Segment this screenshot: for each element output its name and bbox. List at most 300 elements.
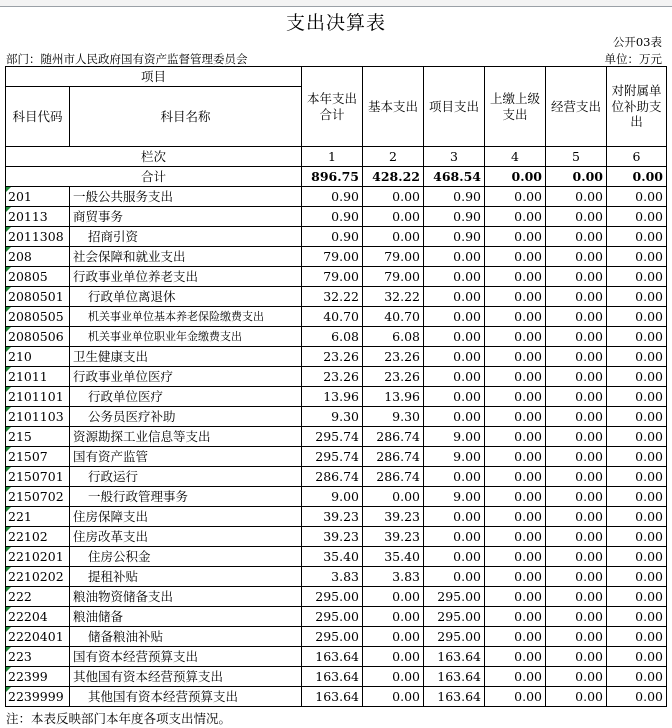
amount-cell[interactable]: 23.26 [302,347,363,367]
subject-code: 2210201 [8,549,64,564]
amount-cell[interactable]: 0.00 [546,527,607,547]
amount-cell[interactable]: 163.64 [424,647,485,667]
col-header-basic: 基本支出 [363,67,424,147]
amount-cell[interactable]: 6.08 [302,327,363,347]
amount-cell[interactable]: 0.00 [363,487,424,507]
amount-cell[interactable]: 0.00 [485,327,546,347]
amount-cell[interactable]: 0.00 [607,207,667,227]
amount-cell[interactable]: 295.00 [424,587,485,607]
cell-marker-icon [6,327,11,332]
amount-cell[interactable]: 0.00 [424,347,485,367]
col-header-total: 本年支出合计 [302,67,363,147]
amount-cell[interactable]: 0.00 [607,447,667,467]
lanci-label: 栏次 [6,147,302,167]
cell-marker-icon [6,447,11,452]
amount-cell[interactable]: 0.00 [546,267,607,287]
amount-cell[interactable]: 0.00 [424,407,485,427]
cell-marker-icon [6,427,11,432]
cell-marker-icon [6,227,11,232]
cell-marker-icon [6,267,11,272]
subject-code: 2210202 [8,569,64,584]
amount-cell[interactable]: 0.00 [607,647,667,667]
lanci-num: 5 [546,147,607,167]
cell-marker-icon [6,287,11,292]
amount-cell[interactable]: 0.00 [485,287,546,307]
amount-cell[interactable]: 163.64 [302,687,363,707]
amount-cell[interactable]: 0.00 [607,607,667,627]
subject-code: 201 [8,189,32,204]
subject-code-cell[interactable] [6,607,70,627]
amount-cell[interactable]: 0.00 [363,207,424,227]
amount-cell[interactable]: 9.00 [424,447,485,467]
subject-code: 21011 [8,369,48,384]
amount-cell[interactable]: 0.00 [485,487,546,507]
amount-cell[interactable]: 9.00 [424,487,485,507]
amount-cell[interactable]: 23.26 [302,367,363,387]
cell-marker-icon [6,407,11,412]
subject-name-cell[interactable]: 住房保障支出 [70,507,302,527]
table-row [6,587,667,607]
subject-code: 20113 [8,209,48,224]
amount-cell[interactable]: 0.00 [485,347,546,367]
amount-cell[interactable]: 0.00 [424,467,485,487]
amount-cell[interactable]: 163.64 [424,687,485,707]
amount-cell[interactable]: 0.00 [607,227,667,247]
amount-cell[interactable]: 0.90 [424,227,485,247]
table-row [6,207,667,227]
subject-code: 21507 [8,449,48,464]
amount-cell[interactable]: 0.00 [424,247,485,267]
cell-marker-icon [6,627,11,632]
lanci-num: 2 [363,147,424,167]
amount-cell[interactable]: 0.00 [546,567,607,587]
amount-cell[interactable]: 0.00 [546,507,607,527]
amount-cell[interactable]: 0.00 [607,467,667,487]
table-row [6,287,667,307]
amount-cell[interactable]: 0.00 [424,327,485,347]
amount-cell[interactable]: 0.00 [424,547,485,567]
table-row [6,607,667,627]
cell-marker-icon [6,667,11,672]
amount-cell[interactable]: 0.00 [546,307,607,327]
cell-marker-icon [6,467,11,472]
table-row [6,667,667,687]
subject-name-cell[interactable]: 行政单位医疗 [70,387,302,407]
subject-code-cell[interactable] [6,347,70,367]
department-label: 部门：随州市人民政府国有资产监督管理委员会 [6,52,248,66]
subject-name-cell[interactable]: 国有资本经营预算支出 [70,647,302,667]
subject-code-cell[interactable] [6,627,70,647]
amount-cell[interactable]: 0.00 [485,307,546,327]
amount-cell[interactable]: 0.00 [485,527,546,547]
amount-cell[interactable]: 295.00 [302,627,363,647]
subject-code-cell[interactable] [6,427,70,447]
table-row [6,527,667,547]
amount-cell[interactable]: 0.00 [546,207,607,227]
amount-cell[interactable]: 0.00 [607,307,667,327]
amount-cell[interactable]: 0.00 [607,247,667,267]
subject-name-cell[interactable]: 公务员医疗补助 [70,407,302,427]
amount-cell[interactable]: 163.64 [424,667,485,687]
amount-cell[interactable]: 0.00 [607,567,667,587]
col-header-upper: 上缴上级支出 [485,67,546,147]
cell-marker-icon [6,207,11,212]
subject-name-cell[interactable]: 粮油物资储备支出 [70,587,302,607]
amount-cell[interactable]: 0.00 [546,367,607,387]
page-title: 支出决算表 [285,12,386,34]
subject-name-cell[interactable]: 国有资产监管 [70,447,302,467]
subject-name-cell[interactable]: 其他国有资本经营预算支出 [70,687,302,707]
amount-cell[interactable]: 0.90 [302,207,363,227]
amount-cell[interactable]: 0.00 [485,427,546,447]
amount-cell[interactable]: 0.00 [485,447,546,467]
amount-cell[interactable]: 39.23 [302,507,363,527]
amount-cell[interactable]: 0.90 [424,187,485,207]
subject-name-cell[interactable]: 机关事业单位基本养老保险缴费支出 [70,307,302,327]
amount-cell[interactable]: 6.08 [363,327,424,347]
amount-cell[interactable]: 0.00 [485,247,546,267]
amount-cell[interactable]: 0.00 [424,307,485,327]
amount-cell[interactable]: 295.00 [302,587,363,607]
subject-code-cell[interactable] [6,267,70,287]
amount-cell[interactable]: 0.00 [485,647,546,667]
cell-marker-icon [6,247,11,252]
amount-cell[interactable]: 0.00 [607,327,667,347]
subject-code-cell[interactable] [6,447,70,467]
subject-code-cell[interactable] [6,247,70,267]
lanci-num: 1 [302,147,363,167]
subject-code-cell[interactable] [6,207,70,227]
amount-cell[interactable]: 23.26 [363,367,424,387]
subject-code-cell[interactable] [6,547,70,567]
subject-name-cell[interactable]: 资源勘探工业信息等支出 [70,427,302,447]
amount-cell[interactable]: 0.00 [546,647,607,667]
subject-code-cell[interactable] [6,227,70,247]
amount-cell[interactable]: 0.00 [607,427,667,447]
subject-code-cell[interactable] [6,407,70,427]
subject-code: 2080501 [8,289,64,304]
table-row [6,387,667,407]
lanci-num: 4 [485,147,546,167]
amount-cell[interactable]: 0.00 [607,347,667,367]
amount-cell[interactable]: 0.00 [363,607,424,627]
amount-cell[interactable]: 35.40 [302,547,363,567]
amount-cell[interactable]: 0.00 [485,507,546,527]
amount-cell[interactable]: 39.23 [363,507,424,527]
amount-cell[interactable]: 13.96 [302,387,363,407]
subject-code-cell[interactable] [6,527,70,547]
amount-cell[interactable]: 79.00 [363,247,424,267]
amount-cell[interactable]: 0.00 [607,487,667,507]
amount-cell[interactable]: 0.00 [607,367,667,387]
subject-code-cell[interactable] [6,467,70,487]
amount-cell[interactable]: 0.90 [302,187,363,207]
subject-code: 2080505 [8,309,64,324]
subject-name-cell[interactable]: 招商引资 [70,227,302,247]
subject-code-cell[interactable] [6,507,70,527]
amount-cell[interactable]: 295.74 [302,427,363,447]
amount-cell[interactable]: 9.30 [363,407,424,427]
cell-marker-icon [6,347,11,352]
subject-code-cell[interactable] [6,587,70,607]
amount-cell[interactable]: 13.96 [363,387,424,407]
amount-cell[interactable]: 0.00 [424,367,485,387]
table-row [6,507,667,527]
amount-cell[interactable]: 0.00 [546,607,607,627]
amount-cell[interactable]: 0.00 [424,267,485,287]
amount-cell[interactable]: 0.00 [546,467,607,487]
cell-marker-icon [6,687,11,692]
subject-code: 22204 [8,609,48,624]
amount-cell[interactable]: 9.00 [302,487,363,507]
table-row [6,307,667,327]
amount-cell[interactable]: 0.00 [607,507,667,527]
subject-name-cell[interactable]: 住房公积金 [70,547,302,567]
amount-cell[interactable]: 0.00 [485,547,546,567]
subject-code: 2011308 [8,229,64,244]
table-row [6,427,667,447]
amount-cell[interactable]: 0.00 [546,587,607,607]
cell-marker-icon [6,527,11,532]
amount-cell[interactable]: 0.00 [363,227,424,247]
amount-cell[interactable]: 0.00 [607,407,667,427]
cell-marker-icon [6,367,11,372]
amount-cell[interactable]: 0.00 [485,567,546,587]
amount-cell[interactable]: 0.00 [607,547,667,567]
lanci-num: 6 [607,147,667,167]
subject-code-cell[interactable] [6,567,70,587]
column-header-strip [0,0,672,7]
total-value: 896.75 [302,167,363,187]
subject-code: 2101103 [8,409,64,424]
amount-cell[interactable]: 0.00 [363,587,424,607]
amount-cell[interactable]: 0.00 [485,627,546,647]
amount-cell[interactable]: 40.70 [363,307,424,327]
subject-code: 215 [8,429,32,444]
amount-cell[interactable]: 0.00 [485,467,546,487]
amount-cell[interactable]: 3.83 [302,567,363,587]
table-code: 公开03表 [612,35,662,49]
table-row [6,467,667,487]
amount-cell[interactable]: 286.74 [302,467,363,487]
col-header-subsidy: 对附属单位补助支出 [607,67,667,147]
subject-code-cell[interactable] [6,367,70,387]
table-row [6,187,667,207]
amount-cell[interactable]: 0.90 [302,227,363,247]
amount-cell[interactable]: 0.00 [363,667,424,687]
expenditure-table [5,66,667,707]
amount-cell[interactable]: 286.74 [363,427,424,447]
subject-code: 2150702 [8,489,64,504]
amount-cell[interactable]: 23.26 [363,347,424,367]
amount-cell[interactable]: 0.00 [424,507,485,527]
subject-name-cell[interactable]: 商贸事务 [70,207,302,227]
amount-cell[interactable]: 0.00 [424,287,485,307]
subject-code-cell[interactable] [6,327,70,347]
subject-name-cell[interactable]: 一般行政管理事务 [70,487,302,507]
amount-cell[interactable]: 79.00 [302,247,363,267]
amount-cell[interactable]: 286.74 [363,467,424,487]
subject-code: 2080506 [8,329,64,344]
amount-cell[interactable]: 0.00 [546,447,607,467]
amount-cell[interactable]: 0.00 [607,627,667,647]
table-row [6,407,667,427]
table-row [6,447,667,467]
amount-cell[interactable]: 163.64 [302,667,363,687]
subject-code: 222 [8,589,32,604]
subject-name-cell[interactable]: 储备粮油补贴 [70,627,302,647]
amount-cell[interactable]: 0.00 [607,387,667,407]
cell-marker-icon [6,647,11,652]
amount-cell[interactable]: 0.00 [485,367,546,387]
amount-cell[interactable]: 79.00 [363,267,424,287]
subject-code: 208 [8,249,32,264]
total-value: 428.22 [363,167,424,187]
table-row [6,627,667,647]
table-row [6,347,667,367]
subject-name-cell[interactable]: 机关事业单位职业年金缴费支出 [70,327,302,347]
subject-name-cell[interactable]: 其他国有资本经营预算支出 [70,667,302,687]
subject-name-cell[interactable]: 行政运行 [70,467,302,487]
amount-cell[interactable]: 0.00 [363,187,424,207]
total-value: 468.54 [424,167,485,187]
subject-code: 22399 [8,669,48,684]
footnote: 注：本表反映部门本年度各项支出情况。 [6,711,232,726]
subject-code: 2239999 [8,689,64,704]
subject-code: 223 [8,649,32,664]
amount-cell[interactable]: 163.64 [302,647,363,667]
amount-cell[interactable]: 39.23 [363,527,424,547]
subject-name-cell[interactable]: 行政事业单位医疗 [70,367,302,387]
subject-code-cell[interactable] [6,307,70,327]
table-row [6,367,667,387]
amount-cell[interactable]: 0.00 [546,687,607,707]
amount-cell[interactable]: 35.40 [363,547,424,567]
subject-name-cell[interactable]: 行政事业单位养老支出 [70,267,302,287]
total-value: 0.00 [546,167,607,187]
amount-cell[interactable]: 0.00 [485,667,546,687]
amount-cell[interactable]: 0.00 [546,187,607,207]
amount-cell[interactable]: 0.00 [485,407,546,427]
amount-cell[interactable]: 0.00 [424,567,485,587]
cell-marker-icon [6,607,11,612]
amount-cell[interactable]: 0.00 [424,527,485,547]
subject-name-cell[interactable]: 粮油储备 [70,607,302,627]
unit-label: 单位：万元 [604,52,662,66]
subject-code-cell[interactable] [6,667,70,687]
amount-cell[interactable]: 9.00 [424,427,485,447]
subject-name-cell[interactable]: 一般公共服务支出 [70,187,302,207]
amount-cell[interactable]: 0.00 [363,627,424,647]
table-row [6,227,667,247]
amount-cell[interactable]: 0.00 [485,267,546,287]
subject-name-cell[interactable]: 提租补贴 [70,567,302,587]
table-row [6,687,667,707]
amount-cell[interactable]: 0.00 [485,587,546,607]
amount-cell[interactable]: 295.00 [302,607,363,627]
amount-cell[interactable]: 0.00 [546,667,607,687]
amount-cell[interactable]: 0.00 [607,687,667,707]
amount-cell[interactable]: 0.00 [607,267,667,287]
table-row [6,247,667,267]
cell-marker-icon [6,187,11,192]
subject-code-cell[interactable] [6,687,70,707]
subject-code-cell[interactable] [6,487,70,507]
amount-cell[interactable]: 0.00 [485,227,546,247]
amount-cell[interactable]: 0.00 [546,327,607,347]
amount-cell[interactable]: 0.00 [424,387,485,407]
subject-code-cell[interactable] [6,187,70,207]
amount-cell[interactable]: 9.30 [302,407,363,427]
table-row [6,567,667,587]
amount-cell[interactable]: 40.70 [302,307,363,327]
amount-cell[interactable]: 0.00 [546,547,607,567]
subject-code: 210 [8,349,32,364]
subject-name-cell[interactable]: 住房改革支出 [70,527,302,547]
total-value: 0.00 [607,167,667,187]
amount-cell[interactable]: 32.22 [302,287,363,307]
amount-cell[interactable]: 0.00 [607,187,667,207]
subject-name-header: 科目名称 [70,87,302,147]
col-header-operating: 经营支出 [546,67,607,147]
amount-cell[interactable]: 0.00 [546,487,607,507]
amount-cell[interactable]: 0.00 [546,427,607,447]
amount-cell[interactable]: 0.00 [607,667,667,687]
amount-cell[interactable]: 0.00 [546,387,607,407]
amount-cell[interactable]: 0.00 [363,687,424,707]
amount-cell[interactable]: 0.00 [546,287,607,307]
amount-cell[interactable]: 0.00 [546,247,607,267]
amount-cell[interactable]: 0.00 [485,187,546,207]
amount-cell[interactable]: 0.00 [485,387,546,407]
table-row [6,327,667,347]
amount-cell[interactable]: 0.00 [485,687,546,707]
amount-cell[interactable]: 295.74 [302,447,363,467]
total-value: 0.00 [485,167,546,187]
amount-cell[interactable]: 0.00 [607,287,667,307]
amount-cell[interactable]: 79.00 [302,267,363,287]
subject-code: 2220401 [8,629,64,644]
amount-cell[interactable]: 0.00 [485,207,546,227]
amount-cell[interactable]: 32.22 [363,287,424,307]
cell-marker-icon [6,547,11,552]
amount-cell[interactable]: 0.90 [424,207,485,227]
subject-code-cell[interactable] [6,387,70,407]
subject-code-cell[interactable] [6,287,70,307]
subject-name-cell[interactable]: 卫生健康支出 [70,347,302,367]
amount-cell[interactable]: 0.00 [546,627,607,647]
amount-cell[interactable]: 295.00 [424,627,485,647]
subject-name-cell[interactable]: 行政单位离退休 [70,287,302,307]
amount-cell[interactable]: 286.74 [363,447,424,467]
subject-code: 221 [8,509,32,524]
amount-cell[interactable]: 0.00 [607,527,667,547]
amount-cell[interactable]: 0.00 [607,587,667,607]
table-row [6,547,667,567]
amount-cell[interactable]: 3.83 [363,567,424,587]
amount-cell[interactable]: 0.00 [546,227,607,247]
subject-name-cell[interactable]: 社会保障和就业支出 [70,247,302,267]
amount-cell[interactable]: 0.00 [546,407,607,427]
amount-cell[interactable]: 39.23 [302,527,363,547]
amount-cell[interactable]: 0.00 [363,647,424,667]
amount-cell[interactable]: 0.00 [485,607,546,627]
amount-cell[interactable]: 0.00 [546,347,607,367]
subject-code-cell[interactable] [6,647,70,667]
table-row [6,267,667,287]
cell-marker-icon [6,567,11,572]
amount-cell[interactable]: 295.00 [424,607,485,627]
